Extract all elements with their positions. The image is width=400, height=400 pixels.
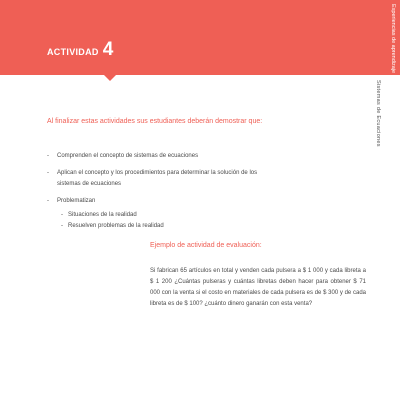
- sub-list-item: - Situaciones de la realidad: [59, 210, 262, 221]
- outcome-text: Problematizan: [57, 198, 96, 204]
- side-tab-label: Experiencias de aprendizaje: [390, 4, 396, 74]
- example-text: Si fabrican 65 artículos en total y venden cada pulsera a $ 1 000 y cada libreta a $ 1 200 ¿Cuántas pulseras y cuántas libretas deben hacer para obtener $ 71 000 con la venta si el costo en materiales de cada pulsera es de $ 300 y de cada libreta es de $ 100? ¿cuánto dinero ganarán con esta venta?: [150, 268, 366, 307]
- banner-notch: [104, 75, 116, 81]
- outcome-text: Aplican el concepto y los procedimientos para determinar la solución de los sistemas de ecuaciones: [57, 170, 258, 187]
- topic-label: Sistemas de Ecuaciones: [375, 80, 381, 147]
- intro-text: Al finalizar estas actividades sus estudiantes deberán demostrar que:: [47, 118, 263, 125]
- activity-number: 4: [102, 39, 114, 60]
- outcome-text: Comprenden el concepto de sistemas de ecuaciones: [57, 153, 199, 159]
- example-title: Ejemplo de actividad de evaluación:: [150, 242, 262, 249]
- list-item: [47, 151, 262, 162]
- list-item: [47, 196, 262, 231]
- list-item: [47, 168, 262, 190]
- activity-title: [47, 40, 113, 59]
- header-banner: [0, 0, 360, 75]
- sub-list: [57, 210, 262, 231]
- activity-word: ACTIVIDAD: [47, 47, 99, 57]
- sub-list-item: - Resuelven problemas de la realidad: [59, 221, 262, 232]
- outcomes-list: [47, 151, 262, 237]
